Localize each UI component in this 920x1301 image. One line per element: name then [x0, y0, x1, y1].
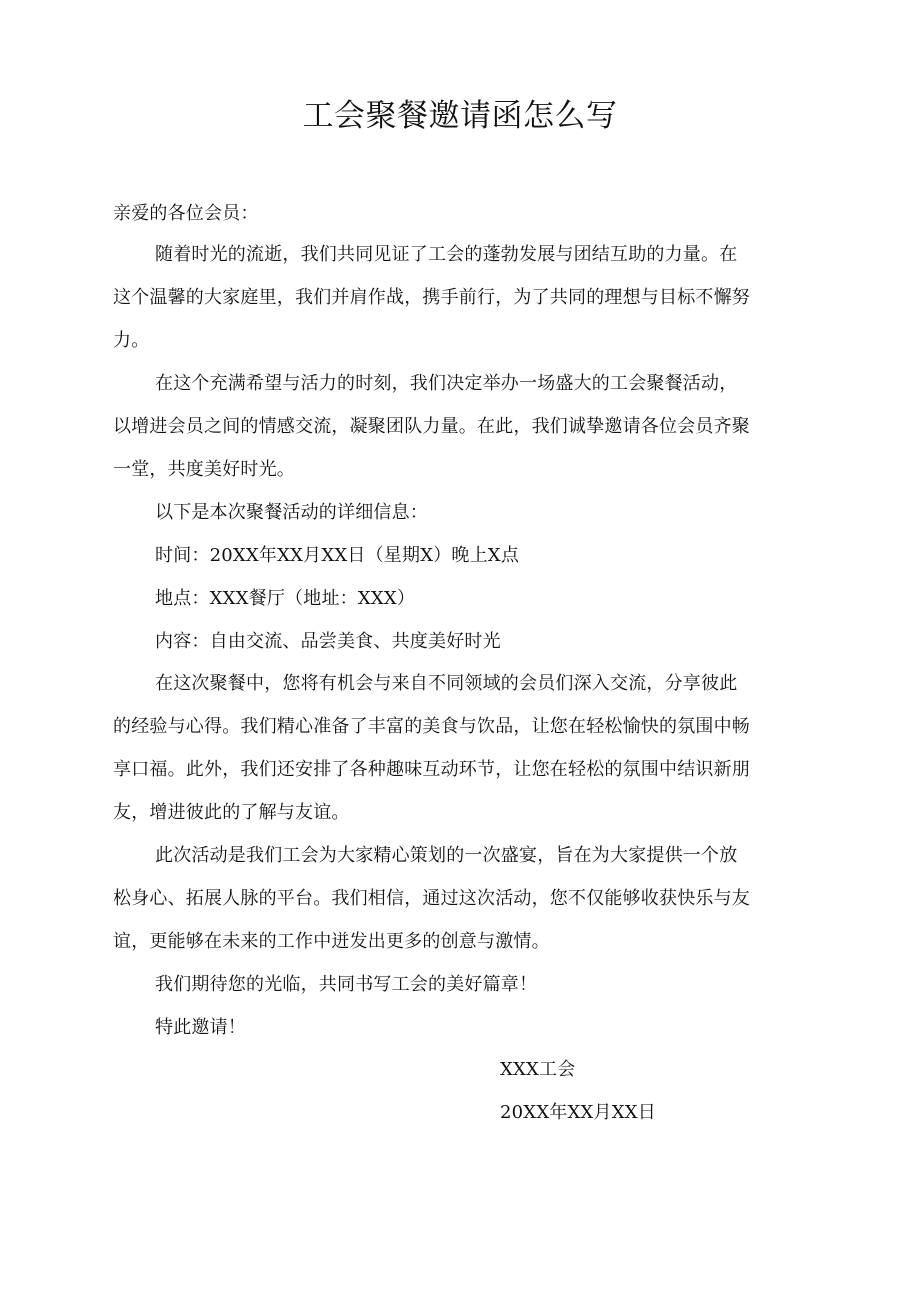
detail-place: 地点：XXX餐厅（地址：XXX） [155, 588, 416, 609]
closing-line: 我们期待您的光临，共同书写工会的美好篇章！ [155, 974, 538, 995]
paragraph-1-line-2: 这个温馨的大家庭里，我们并肩作战，携手前行，为了共同的理想与目标不懈努 [113, 287, 750, 308]
paragraph-3-line-1: 在这次聚餐中，您将有机会与来自不同领域的会员们深入交流，分享彼此 [155, 673, 738, 694]
paragraph-4-line-3: 谊，更能够在未来的工作中迸发出更多的创意与激情。 [113, 931, 550, 952]
paragraph-4-line-2: 松身心、拓展人脉的平台。我们相信，通过这次活动，您不仅能够收获快乐与友 [113, 888, 750, 909]
paragraph-3-line-2: 的经验与心得。我们精心准备了丰富的美食与饮品，让您在轻松愉快的氛围中畅 [113, 716, 750, 737]
paragraph-1-line-1: 随着时光的流逝，我们共同见证了工会的蓬勃发展与团结互助的力量。在 [155, 244, 738, 265]
paragraph-4-line-1: 此次活动是我们工会为大家精心策划的一次盛宴，旨在为大家提供一个放 [155, 845, 738, 866]
signature-organization: XXX工会 [500, 1059, 576, 1080]
detail-content: 内容：自由交流、品尝美食、共度美好时光 [155, 631, 501, 652]
paragraph-2-line-2: 以增进会员之间的情感交流，凝聚团队力量。在此，我们诚挚邀请各位会员齐聚 [113, 416, 750, 437]
paragraph-3-line-3: 享口福。此外，我们还安排了各种趣味互动环节，让您在轻松的氛围中结识新朋 [113, 759, 750, 780]
salutation: 亲爱的各位会员： [113, 203, 259, 224]
sign-off: 特此邀请！ [155, 1017, 246, 1038]
document-title: 工会聚餐邀请函怎么写 [302, 98, 618, 134]
paragraph-3-line-4: 友，增进彼此的了解与友谊。 [113, 802, 350, 823]
details-intro: 以下是本次聚餐活动的详细信息： [155, 502, 428, 523]
paragraph-1-line-3: 力。 [113, 330, 150, 351]
paragraph-2-line-1: 在这个充满希望与活力的时刻，我们决定举办一场盛大的工会聚餐活动， [155, 373, 738, 394]
paragraph-2-line-3: 一堂，共度美好时光。 [113, 459, 295, 480]
detail-time: 时间：20XX年XX月XX日（星期X）晚上X点 [155, 545, 520, 566]
signature-date: 20XX年XX月XX日 [500, 1102, 656, 1123]
